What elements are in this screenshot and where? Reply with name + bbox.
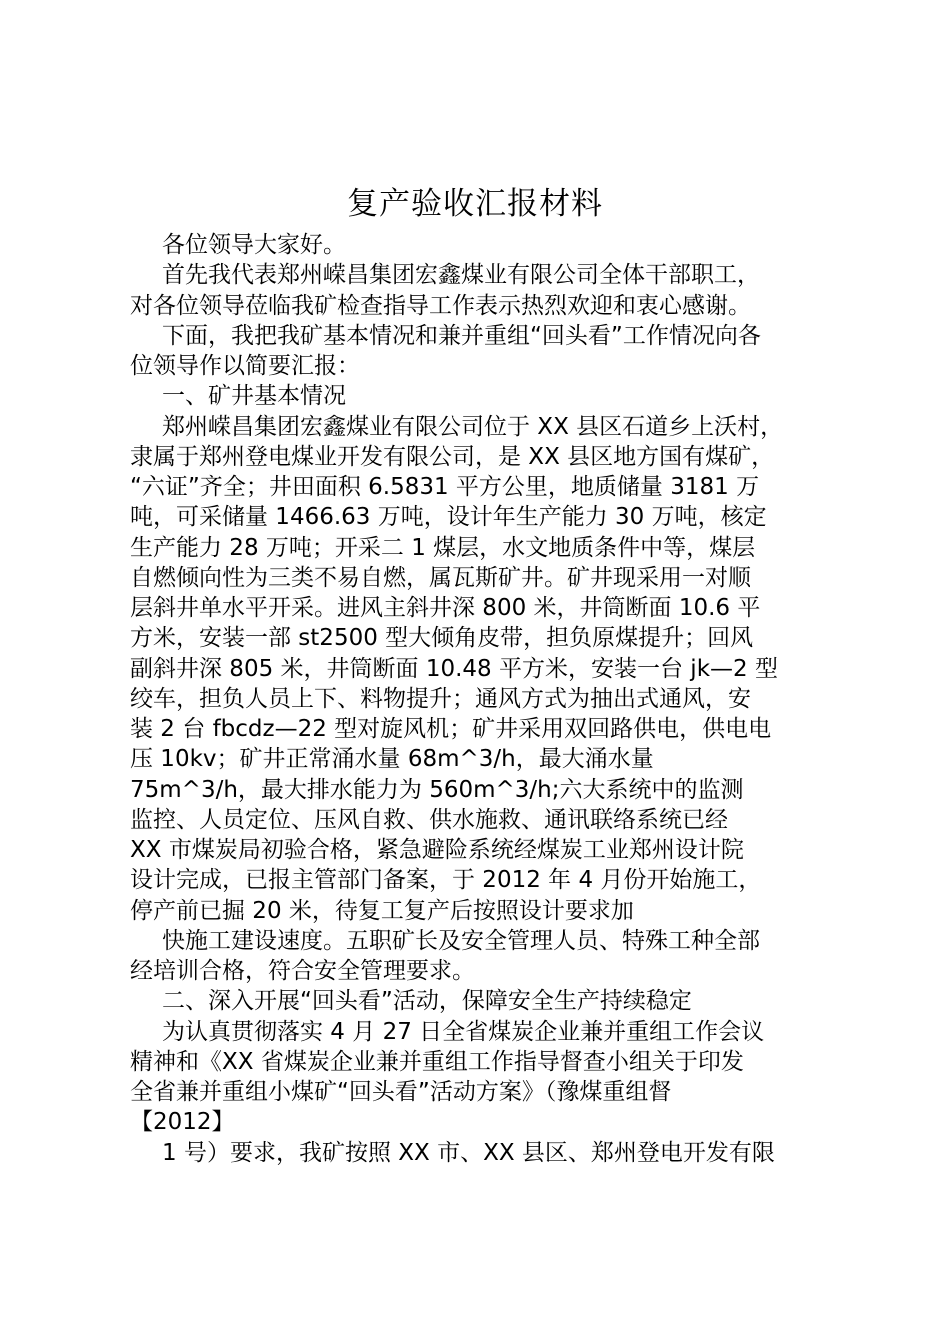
paragraph-line: 监控、人员定位、压风自救、供水施救、通讯联络系统已经 — [130, 806, 728, 833]
paragraph-line: 停产前已掘 20 米，待复工复产后按照设计要求加 — [130, 897, 634, 924]
paragraph-line: 精神和《XX 省煤炭企业兼并重组工作指导督查小组关于印发 — [130, 1048, 744, 1075]
paragraph-line: 各位领导大家好。 — [162, 232, 346, 258]
paragraph-line: 绞车，担负人员上下、料物提升；通风方式为抽出式通风，安 — [130, 685, 751, 712]
paragraph-line: XX 市煤炭局初验合格，紧急避险系统经煤炭工业郑州设计院 — [130, 837, 744, 863]
paragraph-line: 对各位领导莅临我矿检查指导工作表示热烈欢迎和衷心感谢。 — [130, 292, 751, 319]
paragraph-line: 吨，可采储量 1466.63 万吨，设计年生产能力 30 万吨，核定 — [130, 504, 767, 531]
paragraph-line: 位领导作以简要汇报： — [130, 353, 360, 379]
section-heading: 一、矿井基本情况 — [162, 383, 346, 410]
section-heading: 二、深入开展“回头看”活动，保障安全生产持续稳定 — [162, 988, 692, 1015]
paragraph-line: 为认真贯彻落实 4 月 27 日全省煤炭企业兼并重组工作会议 — [162, 1018, 765, 1045]
paragraph-line: 下面，我把我矿基本情况和兼并重组“回头看”工作情况向各 — [162, 322, 761, 349]
paragraph-line: 75m^3/h，最大排水能力为 560m^3/h;六大系统中的监测 — [130, 776, 744, 803]
paragraph-line: 经培训合格，符合安全管理要求。 — [130, 958, 475, 984]
paragraph-line: 设计完成，已报主管部门备案，于 2012 年 4 月份开始施工， — [130, 867, 762, 894]
paragraph-line: 层斜井单水平开采。进风主斜井深 800 米，井筒断面 10.6 平 — [130, 595, 761, 621]
paragraph-line: 全省兼并重组小煤矿“回头看”活动方案》（豫煤重组督 — [130, 1079, 672, 1105]
paragraph-line: 1 号）要求，我矿按照 XX 市、XX 县区、郑州登电开发有限 — [162, 1139, 775, 1166]
paragraph-line: 【2012】 — [130, 1109, 235, 1136]
document-title: 复产验收汇报材料 — [347, 186, 603, 222]
paragraph-line: 自燃倾向性为三类不易自燃，属瓦斯矿井。矿井现采用一对顺 — [130, 564, 751, 591]
paragraph-line: 首先我代表郑州嵘昌集团宏鑫煤业有限公司全体干部职工， — [162, 262, 760, 289]
document-body — [130, 230, 840, 1168]
paragraph-line: 副斜井深 805 米，井筒断面 10.48 平方米，安装一台 jk—2 型 — [130, 655, 778, 682]
paragraph-line: 快施工建设速度。五职矿长及安全管理人员、特殊工种全部 — [162, 927, 760, 954]
paragraph-line: 方米，安装一部 st2500 型大倾角皮带，担负原煤提升；回风 — [130, 625, 754, 652]
paragraph-line: 装 2 台 fbcdz—22 型对旋风机；矿井采用双回路供电，供电电 — [130, 716, 772, 742]
paragraph-line: “六证”齐全；井田面积 6.5831 平方公里，地质储量 3181 万 — [130, 474, 760, 500]
paragraph-line: 生产能力 28 万吨；开采二 1 煤层，水文地质条件中等，煤层 — [130, 534, 756, 561]
paragraph-line: 郑州嵘昌集团宏鑫煤业有限公司位于 XX 县区石道乡上沃村， — [162, 413, 784, 440]
paragraph-line: 压 10kv；矿井正常涌水量 68m^3/h，最大涌水量 — [130, 746, 654, 773]
paragraph-line: 隶属于郑州登电煤业开发有限公司，是 XX 县区地方国有煤矿， — [130, 443, 775, 470]
